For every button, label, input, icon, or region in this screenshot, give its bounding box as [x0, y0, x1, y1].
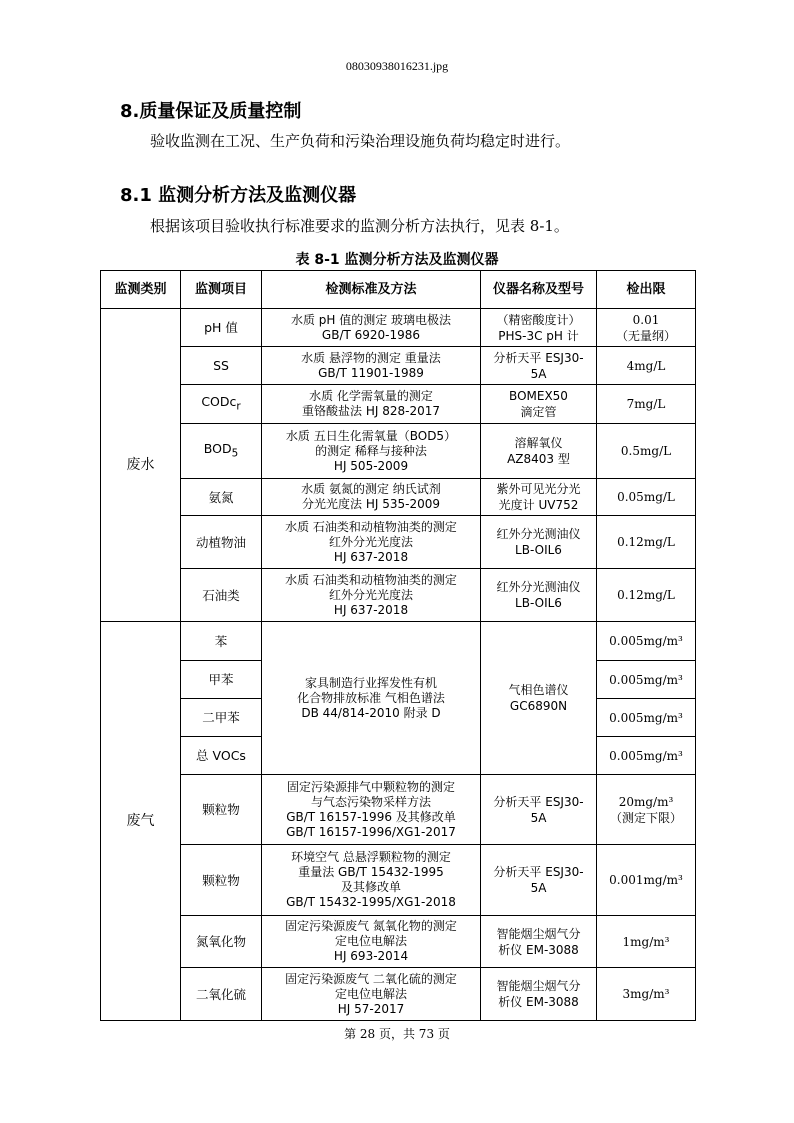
- standard-cell-line: HJ 637-2018: [333, 549, 409, 564]
- item-cell: [181, 347, 262, 385]
- instrument-cell-line: 智能烟尘烟气分: [496, 926, 581, 941]
- image-filename: 08030938016231.jpg: [345, 59, 449, 73]
- limit-cell-line: 0.05mg/L: [617, 490, 675, 504]
- standard-cell-line: 环境空气 总悬浮颗粒物的测定: [291, 850, 451, 864]
- limit-cell-line: 0.12mg/L: [617, 535, 675, 549]
- limit-cell: [597, 309, 696, 347]
- table-row: [101, 347, 696, 385]
- standard-cell-line: HJ 505-2009: [333, 458, 409, 473]
- standard-cell: [262, 916, 481, 968]
- item-cell: [181, 569, 262, 622]
- standard-cell-line: 水质 石油类和动植物油类的测定: [285, 572, 457, 587]
- table-row: [101, 479, 696, 516]
- limit-cell: 0.005mg/m³: [597, 737, 696, 775]
- standard-cell-line: 固定污染源排气中颗粒物的测定: [286, 779, 455, 794]
- item-cell: 甲苯: [181, 661, 262, 699]
- standard-cell-line: HJ 637-2018: [333, 602, 409, 617]
- standard-cell-line: 家具制造行业挥发性有机: [304, 675, 437, 690]
- item-cell: [181, 309, 262, 347]
- standard-cell-line: 水质 氨氮的测定 纳氏试剂: [301, 482, 441, 496]
- limit-cell-line: （无量纲）: [615, 328, 676, 343]
- standard-cell-line: 重量法 GB/T 15432-1995: [298, 865, 444, 879]
- standard-cell: [262, 479, 481, 516]
- instrument-cell: [481, 968, 597, 1021]
- limit-cell: [597, 775, 696, 845]
- item-name: 二氧化硫: [195, 986, 246, 1002]
- category-water: 废水: [101, 309, 181, 622]
- limit-cell-line: 4mg/L: [626, 358, 666, 373]
- limit-cell-line: 7mg/L: [626, 397, 666, 411]
- table-row: [101, 385, 696, 424]
- limit-cell: [597, 516, 696, 569]
- limit-cell-line: 3mg/m³: [622, 987, 670, 1001]
- standard-cell-line: GB/T 16157-1996 及其修改单: [286, 809, 456, 824]
- instrument-cell-line: 5A: [530, 810, 547, 825]
- standard-cell-line: 定电位电解法: [334, 934, 407, 948]
- instrument-cell: [481, 916, 597, 968]
- item-name: CODc: [201, 393, 237, 409]
- item-cell: [181, 968, 262, 1021]
- item-cell: [181, 916, 262, 968]
- table-row: [101, 309, 696, 347]
- header-instrument: 仪器名称及型号: [481, 271, 597, 309]
- limit-cell: [597, 385, 696, 424]
- standard-cell: [262, 347, 481, 385]
- standard-cell: [262, 385, 481, 424]
- instrument-cell-line: AZ8403 型: [507, 452, 570, 466]
- instrument-cell: [481, 622, 597, 775]
- section-paragraph: 验收监测在工况、生产负荷和污染治理设施负荷均稳定时进行。: [150, 132, 571, 150]
- standard-cell-line: 固定污染源废气 氮氧化物的测定: [285, 919, 457, 933]
- item-name: 颗粒物: [202, 802, 240, 817]
- instrument-cell-line: 光度计 UV752: [498, 498, 579, 512]
- table-row: [101, 569, 696, 622]
- limit-cell: [597, 845, 696, 916]
- header-category: 监测类别: [101, 271, 181, 309]
- limit-cell-line: 0.001mg/m³: [609, 873, 683, 887]
- table-caption: 表 8-1 监测分析方法及监测仪器: [295, 252, 499, 268]
- instrument-cell-line: 智能烟尘烟气分: [496, 979, 581, 993]
- instrument-cell: [481, 569, 597, 622]
- standard-cell-line: 水质 五日生化需氧量（BOD5）: [285, 428, 457, 443]
- item-name: 氨氮: [208, 489, 234, 505]
- item-cell: 苯: [181, 622, 262, 661]
- standard-cell-line: 分光光度法 HJ 535-2009: [302, 497, 440, 511]
- limit-cell-line: （测定下限）: [609, 810, 682, 825]
- standard-cell: [262, 845, 481, 916]
- standard-cell: [262, 424, 481, 479]
- standard-cell: [262, 968, 481, 1021]
- standard-cell: [262, 622, 481, 775]
- limit-cell: [597, 569, 696, 622]
- instrument-cell: [481, 516, 597, 569]
- limit-cell-line: 1mg/m³: [622, 934, 670, 949]
- item-cell: [181, 424, 262, 479]
- instrument-cell: [481, 347, 597, 385]
- standard-cell: [262, 775, 481, 845]
- table-row: [101, 516, 696, 569]
- standard-cell-line: GB/T 11901-1989: [318, 365, 424, 380]
- standard-cell-line: 水质 石油类和动植物油类的测定: [285, 519, 457, 534]
- instrument-cell-line: 溶解氧仪: [514, 436, 563, 450]
- methods-table: [100, 270, 696, 1021]
- standard-cell-line: 与气态污染物采样方法: [310, 794, 431, 809]
- instrument-cell: [481, 309, 597, 347]
- standard-cell-line: 水质 化学需氧量的测定: [309, 389, 433, 403]
- table-header-row: [101, 271, 696, 309]
- category-gas: 废气: [101, 622, 181, 1021]
- item-cell: [181, 516, 262, 569]
- limit-cell: [597, 968, 696, 1021]
- limit-cell-line: 0.5mg/L: [620, 444, 672, 458]
- standard-cell: [262, 569, 481, 622]
- instrument-cell-line: 紫外可见光分光: [496, 482, 581, 496]
- instrument-cell-line: LB-OIL6: [515, 543, 562, 557]
- section-heading: 8.质量保证及质量控制: [120, 101, 302, 122]
- limit-cell: 0.005mg/m³: [597, 661, 696, 699]
- instrument-cell-line: （精密酸度计）: [496, 312, 581, 327]
- limit-cell: [597, 424, 696, 479]
- table-row: [101, 622, 696, 661]
- instrument-cell: [481, 845, 597, 916]
- standard-cell-line: 的测定 稀释与接种法: [315, 443, 427, 458]
- header-limit: 检出限: [597, 271, 696, 309]
- item-name: BOD: [203, 440, 232, 456]
- instrument-cell-line: LB-OIL6: [515, 596, 562, 610]
- standard-cell-line: GB/T 16157-1996/XG1-2017: [286, 824, 456, 839]
- standard-cell-line: DB 44/814-2010 附录 D: [301, 705, 441, 720]
- standard-cell-line: HJ 57-2017: [337, 1001, 405, 1016]
- item-subscript: 5: [231, 447, 239, 460]
- instrument-cell-line: 5A: [530, 881, 547, 895]
- limit-cell-line: 0.12mg/L: [617, 588, 675, 602]
- standard-cell-line: 化合物排放标准 气相色谱法: [297, 690, 445, 705]
- item-subscript: r: [236, 400, 241, 413]
- instrument-cell-line: 分析天平 ESJ30-: [493, 794, 584, 809]
- instrument-cell-line: PHS-3C pH 计: [498, 328, 579, 343]
- instrument-cell-line: 析仪 EM-3088: [498, 995, 579, 1009]
- item-cell: 二甲苯: [181, 699, 262, 737]
- table-row: [101, 845, 696, 916]
- instrument-cell: [481, 479, 597, 516]
- instrument-cell-line: 红外分光测油仪: [496, 527, 581, 541]
- standard-cell-line: GB/T 6920-1986: [321, 327, 421, 342]
- item-name: SS: [213, 358, 229, 373]
- limit-cell: [597, 347, 696, 385]
- limit-cell: 0.005mg/m³: [597, 699, 696, 737]
- limit-cell: [597, 916, 696, 968]
- instrument-cell-line: 分析天平 ESJ30-: [493, 865, 584, 879]
- item-name: 石油类: [202, 587, 240, 603]
- standard-cell: [262, 309, 481, 347]
- item-cell: [181, 479, 262, 516]
- header-item: 监测项目: [181, 271, 262, 309]
- item-name: pH 值: [204, 320, 238, 335]
- instrument-cell: [481, 385, 597, 424]
- item-name: 氮氧化物: [195, 934, 246, 949]
- standard-cell-line: GB/T 15432-1995/XG1-2018: [286, 895, 456, 909]
- table-row: [101, 424, 696, 479]
- standard-cell-line: 重铬酸盐法 HJ 828-2017: [302, 404, 440, 418]
- item-name: 颗粒物: [202, 872, 240, 888]
- subsection-paragraph: 根据该项目验收执行标准要求的监测分析方法执行，见表 8-1。: [150, 217, 569, 235]
- instrument-cell-line: 5A: [530, 366, 547, 381]
- standard-cell-line: HJ 693-2014: [333, 949, 409, 963]
- instrument-cell-line: 析仪 EM-3088: [498, 942, 579, 957]
- instrument-cell-line: GC6890N: [509, 699, 568, 713]
- standard-cell-line: 定电位电解法: [334, 986, 407, 1001]
- standard-cell-line: 水质 pH 值的测定 玻璃电极法: [290, 312, 452, 327]
- instrument-cell-line: BOMEX50: [509, 389, 568, 403]
- instrument-cell-line: 红外分光测油仪: [496, 580, 581, 594]
- header-standard: 检测标准及方法: [262, 271, 481, 309]
- standard-cell-line: 水质 悬浮物的测定 重量法: [301, 350, 441, 365]
- instrument-cell-line: 滴定管: [520, 405, 557, 419]
- limit-cell-line: 20mg/m³: [618, 794, 674, 809]
- table-row: [101, 775, 696, 845]
- limit-cell: 0.005mg/m³: [597, 622, 696, 661]
- limit-cell-line: 0.01: [632, 312, 660, 327]
- item-cell: [181, 385, 262, 424]
- item-cell: [181, 845, 262, 916]
- instrument-cell-line: 气相色谱仪: [508, 683, 569, 697]
- item-name: 动植物油: [195, 534, 246, 550]
- subsection-heading: 8.1 监测分析方法及监测仪器: [120, 185, 357, 206]
- table-row: [101, 968, 696, 1021]
- standard-cell-line: 红外分光光度法: [328, 534, 413, 549]
- table-row: [101, 916, 696, 968]
- standard-cell-line: 固定污染源废气 二氧化硫的测定: [285, 971, 457, 986]
- standard-cell-line: 及其修改单: [340, 880, 401, 894]
- instrument-cell: [481, 775, 597, 845]
- standard-cell: [262, 516, 481, 569]
- page-footer: 第 28 页，共 73 页: [344, 1027, 450, 1041]
- item-cell: 总 VOCs: [181, 737, 262, 775]
- item-cell: [181, 775, 262, 845]
- standard-cell-line: 红外分光光度法: [328, 587, 413, 602]
- limit-cell: [597, 479, 696, 516]
- instrument-cell-line: 分析天平 ESJ30-: [493, 350, 584, 365]
- instrument-cell: [481, 424, 597, 479]
